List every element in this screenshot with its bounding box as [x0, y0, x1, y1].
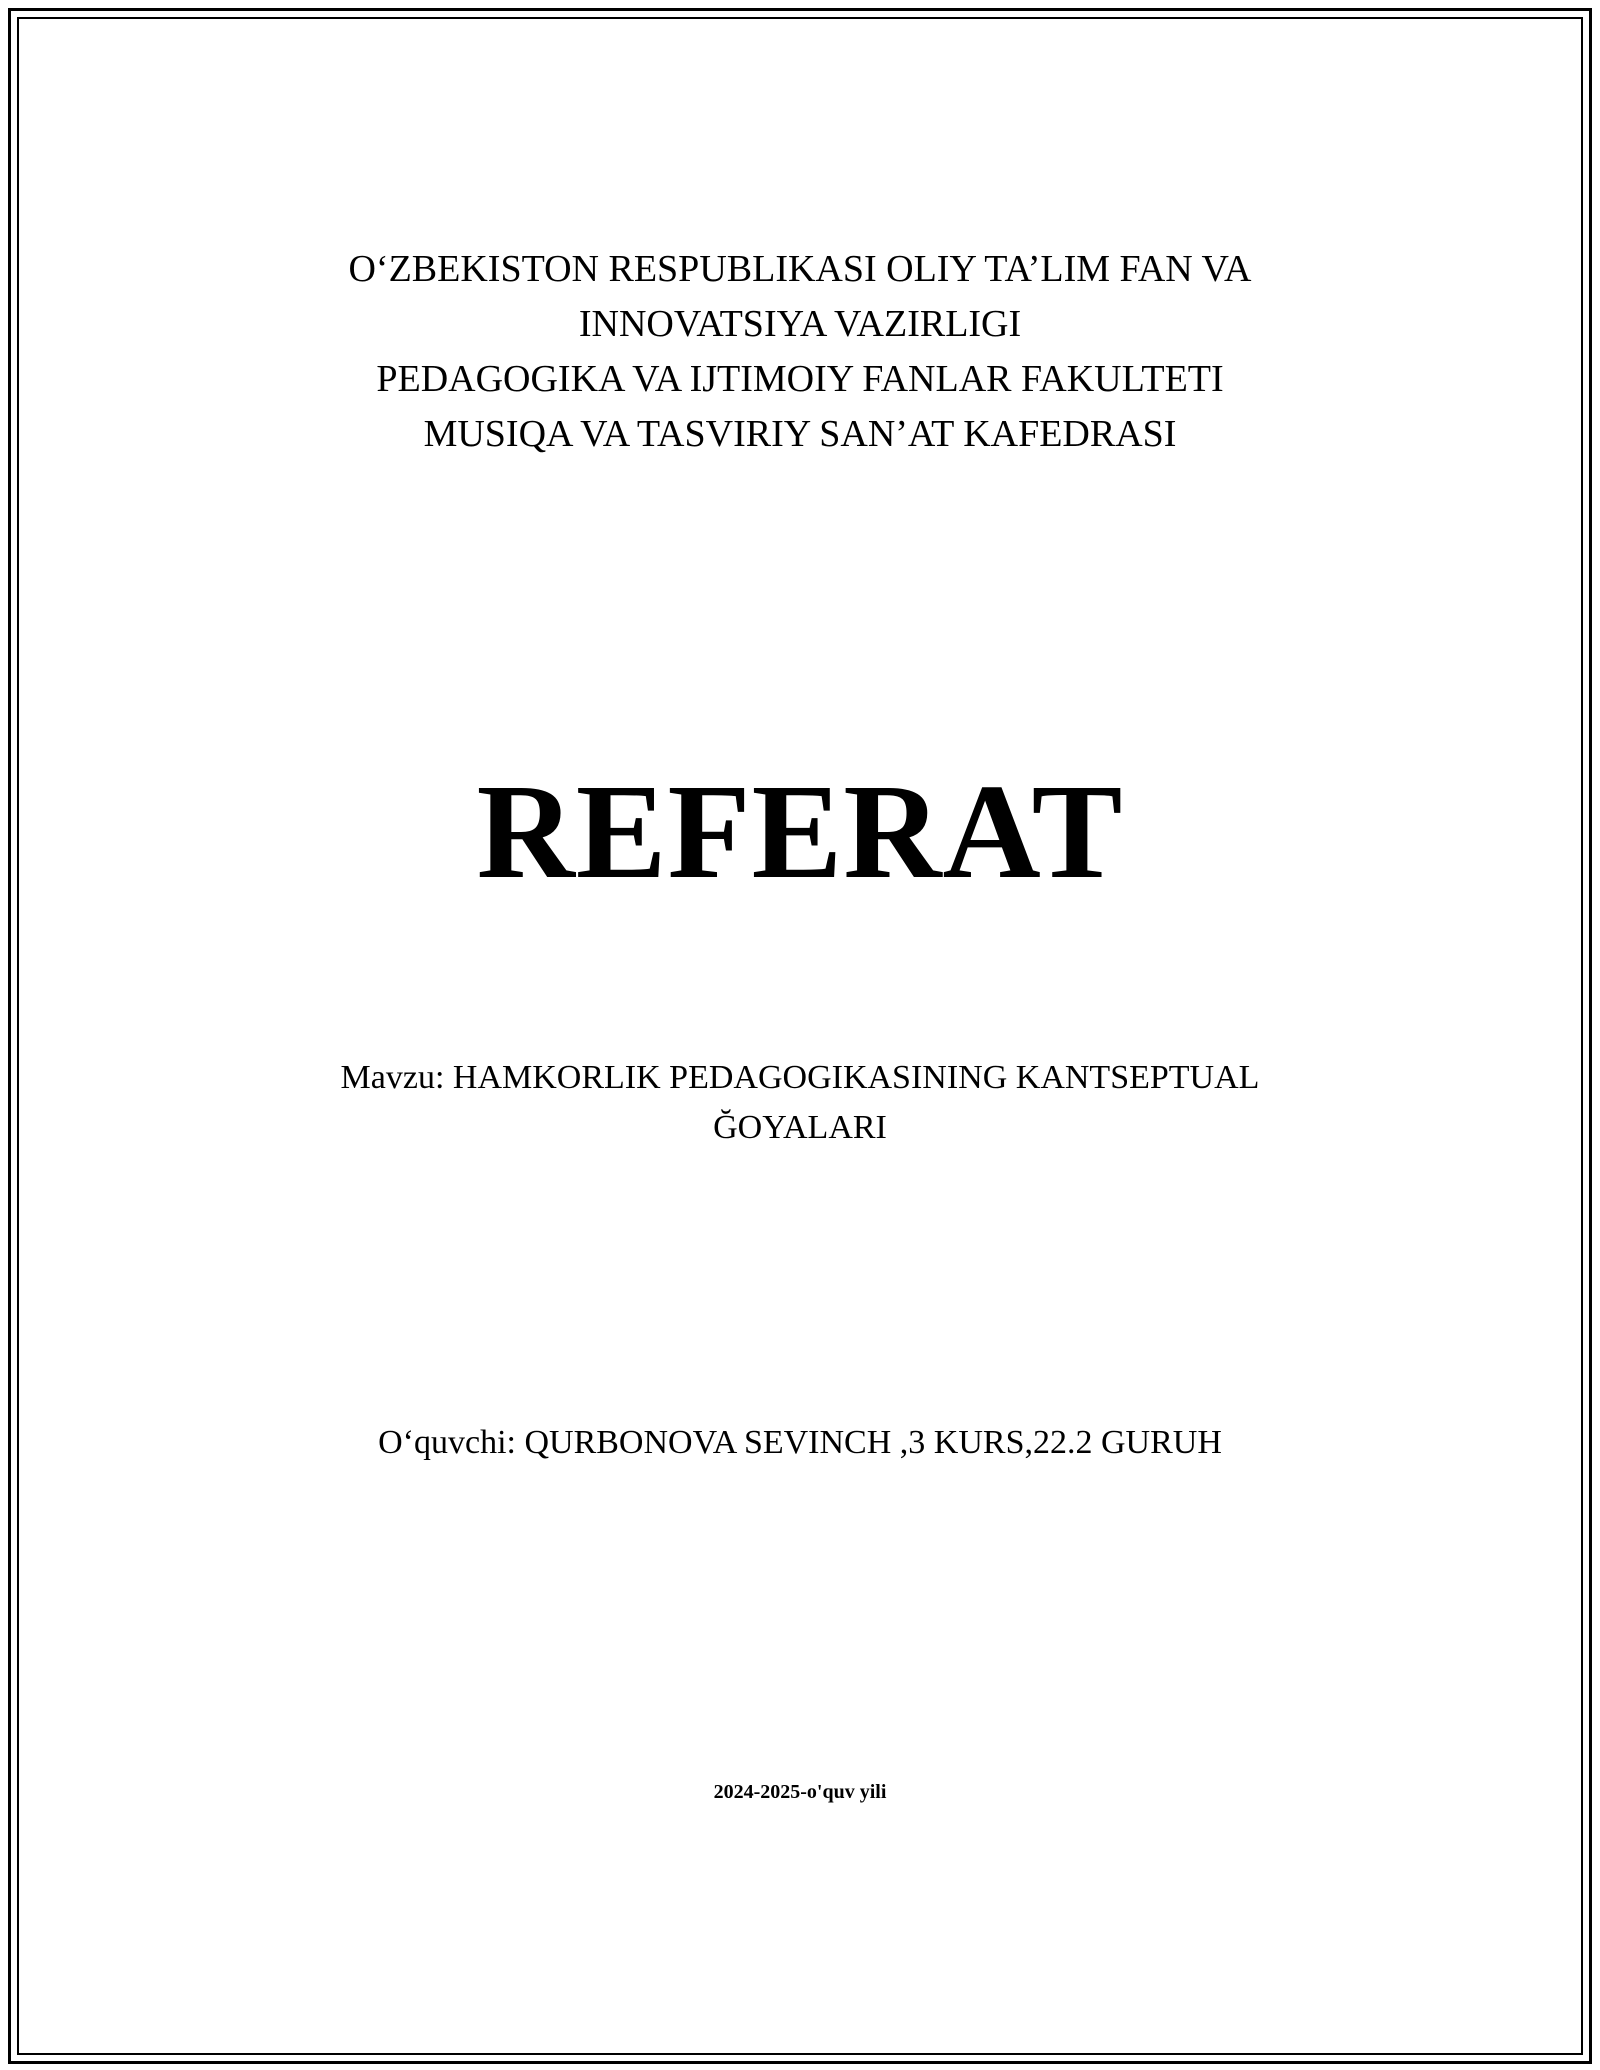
institution-header: [0, 242, 1600, 462]
academic-year: 2024-2025-o'quv yili: [713, 1781, 887, 1803]
header-line-ministry-2: INNOVATSIYA VAZIRLIGI: [578, 303, 1022, 345]
header-line-department: MUSIQA VA TASVIRIY SAN’AT KAFEDRASI: [423, 413, 1177, 455]
topic-block: [0, 1053, 1600, 1153]
topic-line-2: ĞOYALARI: [713, 1109, 887, 1146]
header-line-faculty: PEDAGOGIKA VA IJTIMOIY FANLAR FAKULTETI: [376, 358, 1224, 400]
document-title: REFERAT: [476, 757, 1124, 907]
topic-line-1: Mavzu: HAMKORLIK PEDAGOGIKASINING KANTSEPTUAL: [340, 1059, 1260, 1096]
student-info: O‘quvchi: QURBONOVA SEVINCH ,3 KURS,22.2 GURUH: [378, 1424, 1222, 1461]
header-line-ministry-1: O‘ZBEKISTON RESPUBLIKASI OLIY TA’LIM FAN VA: [348, 248, 1252, 290]
